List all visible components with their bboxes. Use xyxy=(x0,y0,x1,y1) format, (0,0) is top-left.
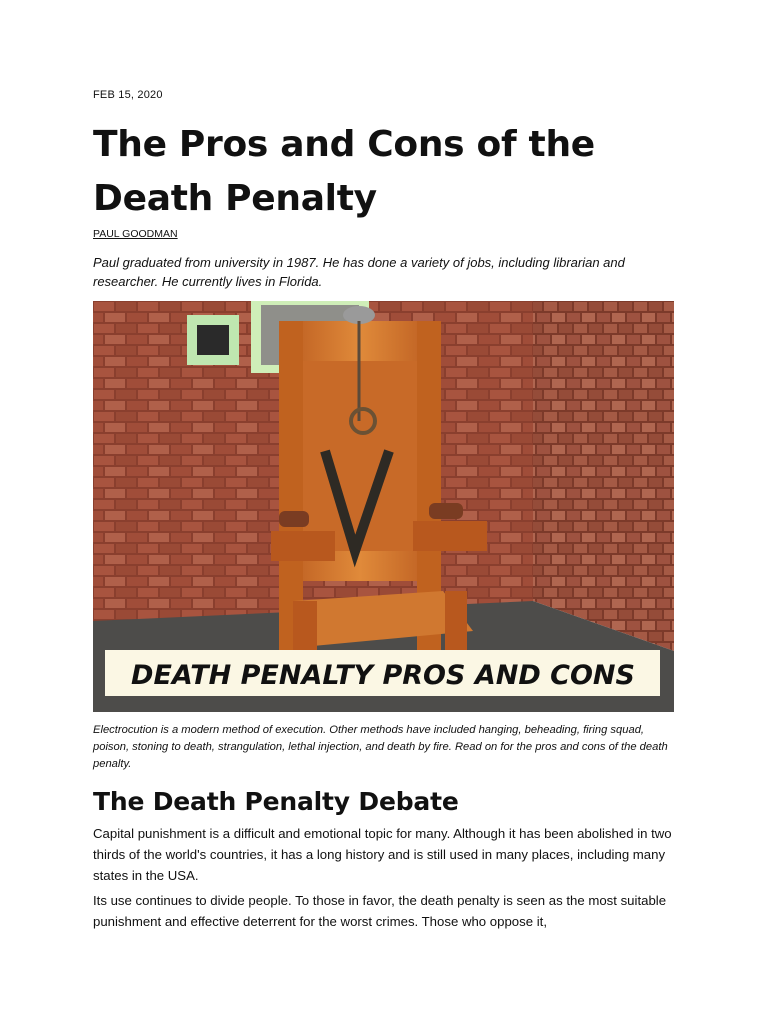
body-paragraph: Its use continues to divide people. To those in favor, the death penalty is seen as the most suitable punishment and effective deterrent for the worst crimes. Those who oppose it, xyxy=(93,893,667,929)
publish-date: FEB 15, 2020 xyxy=(93,89,163,101)
image-caption: Electrocution is a modern method of execution. Other methods have included hanging, beheading, firing squad, poison, stoning to death, strangulation, lethal injection, and death by fire. Read on for the pros and cons of the death penalty. xyxy=(93,724,668,770)
hero-overlay-text: DEATH PENALTY PROS AND CONS xyxy=(131,660,635,691)
article-title: The Pros and Cons of the Death Penalty xyxy=(93,124,595,219)
author-link[interactable]: PAUL GOODMAN xyxy=(93,228,178,240)
hero-image xyxy=(93,301,674,712)
section-heading: The Death Penalty Debate xyxy=(93,787,459,816)
body-paragraph: Capital punishment is a difficult and emotional topic for many. Although it has been abolished in two thirds of the world's countries, it has a long history and is still used in many places, including many states in the USA. xyxy=(93,826,672,883)
author-bio: Paul graduated from university in 1987. He has done a variety of jobs, including librarian and researcher. He currently lives in Florida. xyxy=(93,255,625,289)
